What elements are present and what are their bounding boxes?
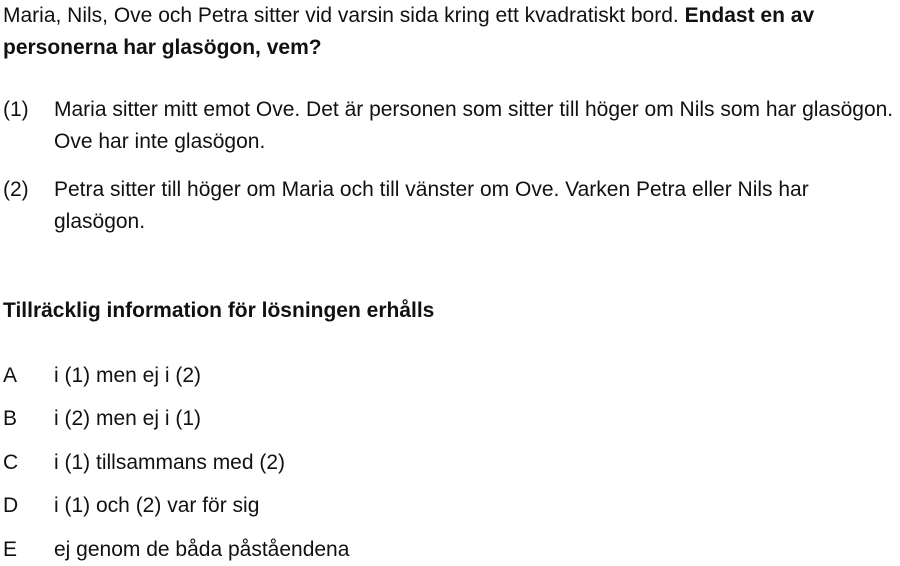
- statement-text: Petra sitter till höger om Maria och till vänster om Ove. Varken Petra eller Nils har glasögon.: [54, 178, 809, 233]
- intro-text: Maria, Nils, Ove och Petra sitter vid varsin sida kring ett kvadratiskt bord.: [3, 4, 685, 27]
- statement-2: [0, 174, 900, 238]
- statement-1: [0, 94, 900, 158]
- statement-number: (2): [3, 178, 29, 201]
- option-d[interactable]: [0, 490, 900, 522]
- statement-number: (1): [3, 98, 29, 121]
- option-text: i (2) men ej i (1): [54, 407, 202, 430]
- option-a[interactable]: [0, 360, 900, 392]
- option-letter: B: [3, 407, 18, 430]
- intro-question: Endast en av personerna har glasögon, vem?: [3, 4, 815, 59]
- problem-intro: [3, 0, 898, 64]
- option-text: i (1) och (2) var för sig: [54, 494, 260, 517]
- option-e[interactable]: [0, 534, 900, 566]
- option-letter: E: [3, 538, 18, 561]
- option-letter: A: [3, 364, 18, 387]
- option-letter: D: [3, 494, 19, 517]
- question-prompt: Tillräcklig information för lösningen erhålls: [3, 299, 435, 322]
- option-letter: C: [3, 451, 19, 474]
- option-text: i (1) men ej i (2): [54, 364, 202, 387]
- option-text: ej genom de båda påståendena: [54, 538, 350, 561]
- statement-text: Maria sitter mitt emot Ove. Det är personen som sitter till höger om Nils som har glasögon. Ove har inte glasögon.: [54, 98, 894, 153]
- option-b[interactable]: [0, 403, 900, 435]
- option-c[interactable]: [0, 447, 900, 479]
- option-text: i (1) tillsammans med (2): [54, 451, 286, 474]
